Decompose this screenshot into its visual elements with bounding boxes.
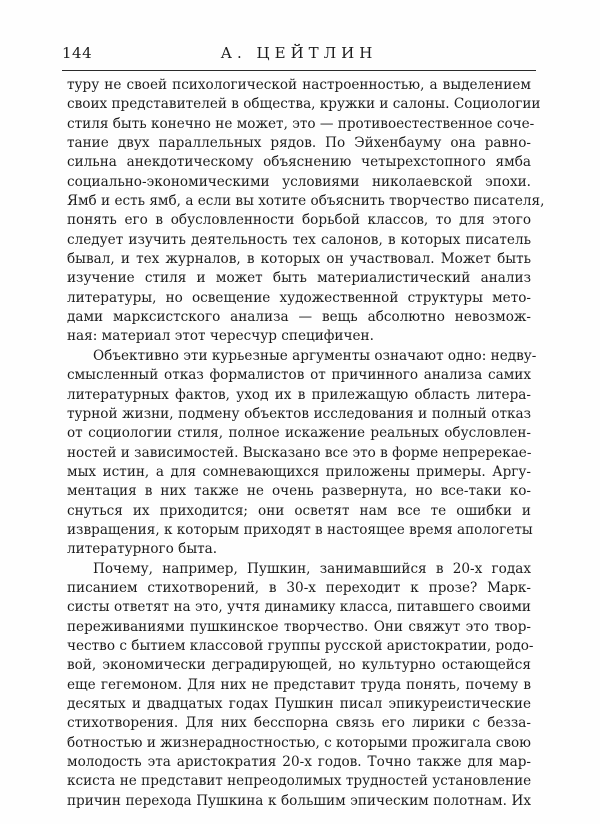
- text-line: ксиста не представит непреодолимых трудностей установление: [67, 773, 532, 790]
- text-line: еще гегемоном. Для них не представит труда понять, почему в: [67, 676, 531, 693]
- text-line: вой, экономически деградирующей, но культурно остающейся: [67, 657, 531, 674]
- text-line: литературы, но освещение художественной структуры мето-: [67, 289, 531, 306]
- text-line: понять его в обусловленности борьбой классов, то для этого: [67, 212, 531, 229]
- text-line: бывал, и тех журналов, в которых он участвовал. Может быть: [67, 251, 531, 268]
- text-line: чество с бытием классовой группы русской аристократии, родо-: [67, 637, 534, 654]
- page-header: [62, 44, 536, 68]
- text-line: литературных фактов, уход их в прилежащую область литера-: [67, 386, 531, 403]
- text-line: от социологии стиля, полное искажение реальных обусловлен-: [67, 425, 531, 442]
- text-line: сильна анекдотическому объяснению четырехстопного ямба: [67, 154, 531, 171]
- text-line: турной жизни, подмену объектов исследования и полный отказ: [67, 405, 531, 422]
- text-line: социально-экономическими условиями николаевской эпохи.: [67, 173, 531, 190]
- text-line: ботностью и жизнерадностностью, с которыми прожигала свою: [67, 734, 531, 751]
- text-line: мых истин, а для сомневающихся приложены примеры. Аргу-: [67, 463, 531, 480]
- page-number: 144: [62, 44, 93, 62]
- paragraph: [67, 76, 545, 347]
- text-line: молодость эта аристократия 20-х годов. Точно также для мар-: [67, 754, 531, 771]
- text-line: систы ответят на это, учтя динамику класса, питавшего своими: [67, 599, 531, 616]
- text-line: причин перехода Пушкина к большим эпическим полотнам. Их: [67, 792, 531, 809]
- text-line: стихотворения. Для них бесспорна связь его лирики с беззa-: [67, 715, 531, 732]
- text-line: извращения, к которым приходят в настоящее время апологеты: [67, 521, 533, 538]
- body-text: [67, 76, 545, 811]
- text-line: Ямб и есть ямб, а если вы хотите объяснить творчество писателя,: [67, 193, 545, 210]
- text-line: снуться их приходится; они осветят нам все те ошибки и: [67, 502, 531, 519]
- running-title: А. ЦЕЙТЛИН: [220, 44, 378, 62]
- text-line: писанием стихотворений, в 30-х переходит к прозе? Марк-: [67, 579, 531, 596]
- text-line: переживаниями пушкинское творчество. Они свяжут это твор-: [67, 618, 531, 635]
- paragraph: [67, 347, 537, 560]
- text-line: Почему, например, Пушкин, занимавшийся в 20-х годах: [93, 560, 531, 577]
- text-line: изучение стиля и может быть материалистический анализ: [67, 270, 531, 287]
- paragraph: [67, 560, 534, 811]
- text-line: стиля быть конечно не может, это — противоестественное соче-: [67, 115, 535, 132]
- text-line: ная: материал этот чересчур специфичен.: [67, 328, 374, 345]
- text-line: ностей и зависимостей. Высказано все это в форме непререкае-: [67, 444, 532, 461]
- text-line: смысленный отказ формалистов от причинного анализа самих: [67, 367, 531, 384]
- text-line: тание двух параллельных рядов. По Эйхенбауму она равно-: [67, 135, 531, 152]
- text-line: десятых и двадцатых годах Пушкин писал эпикуреистические: [67, 696, 531, 712]
- text-line: туру не своей психологической настроенностью, а выделением: [67, 77, 531, 93]
- text-line: своих представителей в общества, кружки и салоны. Социологии: [67, 96, 541, 113]
- text-line: литературного быта.: [67, 541, 218, 558]
- text-line: следует изучить деятельность тех салонов, в которых писатель: [67, 231, 531, 248]
- text-line: ментация в них также не очень развернута, но все-таки ко-: [67, 483, 531, 500]
- header-rule: [62, 70, 536, 71]
- text-line: Объективно эти курьезные аргументы означают одно: недву-: [93, 347, 537, 364]
- text-line: дами марксистского анализа — вещь абсолютно невозмож-: [67, 309, 531, 326]
